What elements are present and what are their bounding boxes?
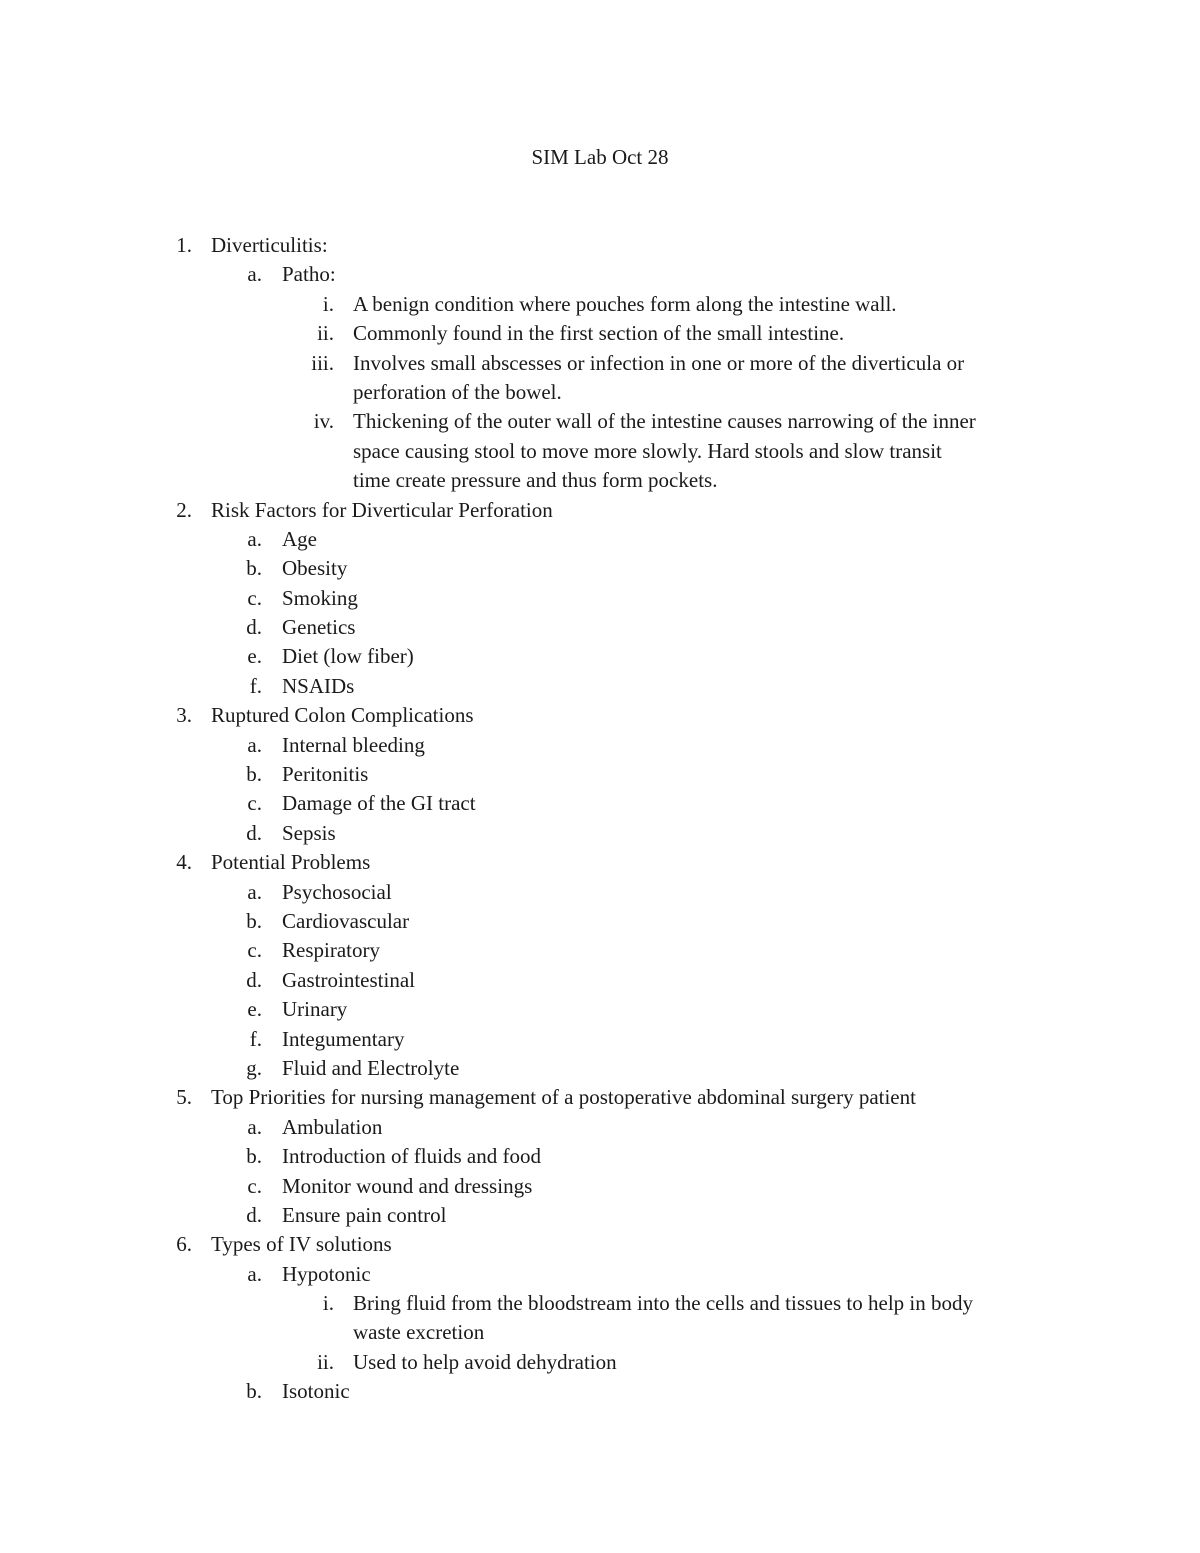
list-marker: 3.: [176, 703, 192, 728]
list-item-level-3: [0, 407, 1200, 436]
list-item-level-2: [0, 760, 1200, 789]
page-title: SIM Lab Oct 28: [531, 145, 669, 169]
list-item-level-2: [0, 966, 1200, 995]
list-marker: a.: [247, 526, 262, 551]
list-item-text: NSAIDs: [282, 673, 355, 698]
list-marker: d.: [246, 967, 262, 992]
list-item-level-2: [0, 1113, 1200, 1142]
list-item-level-2: [0, 613, 1200, 642]
list-item-level-2: [0, 642, 1200, 671]
list-item-level-1: [0, 496, 1200, 525]
list-marker: i.: [322, 1291, 334, 1316]
list-item-level-2: [0, 789, 1200, 818]
list-marker: ii.: [317, 321, 334, 346]
list-marker: a.: [247, 1261, 262, 1286]
list-marker: b.: [246, 908, 262, 933]
list-marker: b.: [246, 762, 262, 787]
list-marker: e.: [247, 997, 262, 1022]
list-marker: c.: [247, 791, 262, 816]
list-item-level-2: [0, 584, 1200, 613]
list-item-level-2: [0, 731, 1200, 760]
list-marker: g.: [246, 1055, 262, 1080]
list-item-text: Bring fluid from the bloodstream into the cells and tissues to help in body: [353, 1291, 973, 1316]
list-marker: b.: [246, 1379, 262, 1404]
list-item-continuation: [0, 378, 1200, 407]
list-marker: b.: [246, 556, 262, 581]
list-marker: ii.: [317, 1349, 334, 1374]
list-item-continuation: [0, 437, 1200, 466]
list-marker: a.: [247, 262, 262, 287]
list-item-text: space causing stool to move more slowly. Hard stools and slow transit: [353, 438, 942, 463]
list-item-text: Genetics: [282, 615, 356, 640]
list-item-text: Patho:: [282, 262, 336, 287]
list-item-text: Psychosocial: [282, 879, 392, 904]
list-item-text: Diverticulitis:: [211, 233, 328, 257]
list-item-level-2: [0, 1377, 1200, 1406]
list-item-text: Involves small abscesses or infection in one or more of the diverticula or: [353, 350, 965, 375]
list-item-text: Peritonitis: [282, 762, 369, 787]
list-item-text: Isotonic: [282, 1379, 350, 1404]
list-item-level-2: [0, 819, 1200, 848]
list-item-text: A benign condition where pouches form along the intestine wall.: [353, 291, 897, 316]
list-marker: e.: [247, 644, 262, 669]
list-item-level-2: [0, 995, 1200, 1024]
list-marker: b.: [246, 1144, 262, 1169]
list-item-level-3: [0, 319, 1200, 348]
list-marker: a.: [247, 732, 262, 757]
list-item-text: Internal bleeding: [282, 732, 425, 757]
list-item-level-3: [0, 290, 1200, 319]
list-marker: d.: [246, 820, 262, 845]
list-item-level-3: [0, 1289, 1200, 1318]
list-item-level-2: [0, 878, 1200, 907]
list-marker: 1.: [176, 233, 192, 257]
list-item-level-2: [0, 1260, 1200, 1289]
list-item-text: Respiratory: [282, 938, 380, 963]
list-item-text: Commonly found in the first section of the small intestine.: [353, 321, 845, 346]
list-item-text: Ruptured Colon Complications: [211, 703, 474, 728]
list-item-level-3: [0, 349, 1200, 378]
list-marker: c.: [247, 1173, 262, 1198]
list-marker: iv.: [313, 409, 334, 434]
list-item-text: Diet (low fiber): [282, 644, 414, 669]
list-item-text: Damage of the GI tract: [282, 791, 476, 816]
list-item-level-1: [0, 231, 1200, 260]
list-item-text: Obesity: [282, 556, 348, 581]
list-marker: 5.: [176, 1085, 192, 1110]
list-item-text: Sepsis: [282, 820, 336, 845]
list-item-text: Risk Factors for Diverticular Perforation: [211, 497, 553, 522]
list-marker: 4.: [176, 850, 192, 875]
list-item-level-2: [0, 936, 1200, 965]
list-marker: c.: [247, 938, 262, 963]
list-marker: 2.: [176, 497, 192, 522]
list-item-level-1: [0, 1230, 1200, 1259]
list-item-text: Potential Problems: [211, 850, 371, 875]
list-item-text: Cardiovascular: [282, 908, 410, 933]
outline-list: [0, 231, 1200, 1407]
list-item-continuation: [0, 466, 1200, 495]
list-item-text: Ensure pain control: [282, 1202, 447, 1227]
list-item-level-3: [0, 1348, 1200, 1377]
list-item-text: Monitor wound and dressings: [282, 1173, 533, 1198]
list-item-text: perforation of the bowel.: [353, 379, 562, 404]
list-item-text: Used to help avoid dehydration: [353, 1349, 617, 1374]
list-item-text: Thickening of the outer wall of the intestine causes narrowing of the inner: [353, 409, 976, 434]
list-marker: 6.: [176, 1232, 192, 1257]
list-item-level-2: [0, 1172, 1200, 1201]
list-item-text: Age: [282, 526, 317, 551]
list-marker: iii.: [311, 350, 334, 375]
list-marker: c.: [247, 585, 262, 610]
list-item-level-2: [0, 525, 1200, 554]
list-marker: f.: [249, 1026, 262, 1051]
list-item-level-2: [0, 1142, 1200, 1171]
list-item-level-2: [0, 1201, 1200, 1230]
list-item-text: Introduction of fluids and food: [282, 1144, 541, 1169]
list-item-level-1: [0, 701, 1200, 730]
list-item-level-1: [0, 1083, 1200, 1112]
list-item-text: Urinary: [282, 997, 348, 1022]
list-marker: a.: [247, 879, 262, 904]
list-item-text: Gastrointestinal: [282, 967, 415, 992]
list-item-continuation: [0, 1318, 1200, 1347]
list-item-text: Smoking: [282, 585, 358, 610]
list-item-text: Top Priorities for nursing management of a postoperative abdominal surgery patient: [211, 1085, 916, 1110]
list-item-level-2: [0, 672, 1200, 701]
list-marker: i.: [322, 291, 334, 316]
list-item-text: Fluid and Electrolyte: [282, 1055, 460, 1080]
list-item-level-2: [0, 1025, 1200, 1054]
list-item-level-2: [0, 260, 1200, 289]
list-item-text: Hypotonic: [282, 1261, 371, 1286]
list-item-level-2: [0, 554, 1200, 583]
list-item-level-2: [0, 1054, 1200, 1083]
list-item-text: time create pressure and thus form pockets.: [353, 468, 718, 493]
list-marker: a.: [247, 1114, 262, 1139]
list-marker: d.: [246, 1202, 262, 1227]
list-item-level-1: [0, 848, 1200, 877]
list-item-text: Integumentary: [282, 1026, 405, 1051]
list-item-text: Types of IV solutions: [211, 1232, 392, 1257]
list-marker: f.: [249, 673, 262, 698]
list-marker: d.: [246, 615, 262, 640]
list-item-level-2: [0, 907, 1200, 936]
list-item-text: Ambulation: [282, 1114, 383, 1139]
list-item-text: waste excretion: [353, 1320, 485, 1345]
